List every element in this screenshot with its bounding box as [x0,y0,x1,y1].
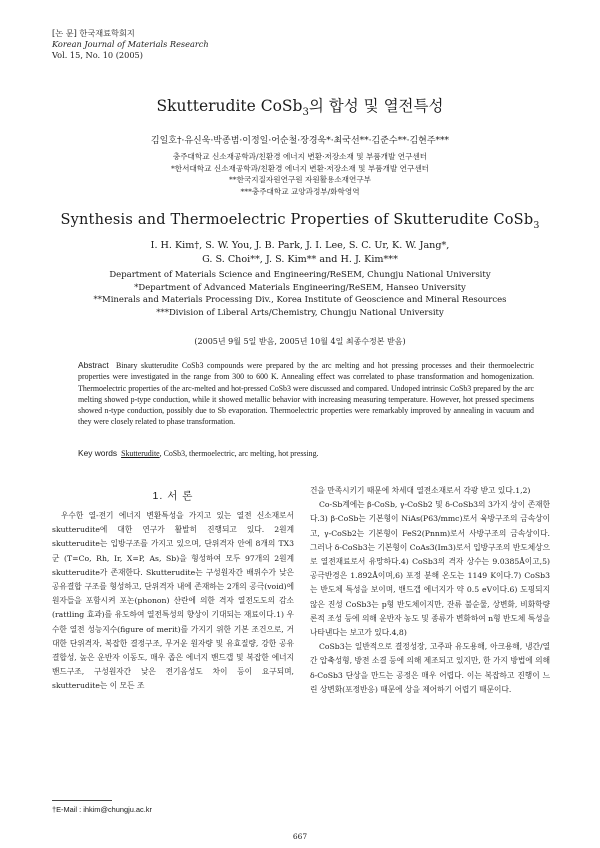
affiliation-en-2: *Department of Advanced Materials Engineering/ReSEM, Hanseo University [134,282,466,293]
authors-english [0,239,600,267]
keywords-label: Key words [78,448,118,458]
affiliations-english [0,269,600,319]
authors-korean: 김일호†·유신욱·박종범·이정일·어순철·장경욱*·최국선**·김준수**·김현주*** [150,136,450,146]
title-korean-subscript: 3 [302,107,309,119]
body-column-left: 우수한 열-전기 에너지 변환특성을 가지고 있는 열전 신소재로서 skutterudite에 대한 연구가 활발히 진행되고 있다. 2원계 skutterudite는 입방구조를 가지고 있으며, 단위격자 안에 8개의 TX3군 (T=Co, Rh, Ir, X=P, As, Sb)을 형성하여 모두 97개의 2원계 skutterudite가 존재한다. Skutterudite는 구성원자간 배위수가 낮은 공유결합 구조를 형성하고, 단위격자 내에 존재하는 2개의 공극(void)에 원자들을 포함시켜 포논(phonon) 산란에 의한 격자 열전도도의 감소(rattling 효과)를 유도하여 열전특성의 향상이 기대되는 재료이다.1) 우수한 열전 성능지수(figure of merit)를 가지기 위한 기본 조건으로, 거대한 단위격자, 복잡한 결정구조, 무거운 원자량 및 유효질량, 강한 공유 결합성, 높은 운반자 이동도, 매우 좁은 에너지 밴드갭 및 복잡한 에너지 밴드구조, 구성원자간 낮은 전기음성도 차이 등이 요구되며, skutterudite는 이 모든 조 [52,511,294,691]
body-column-right [310,484,550,697]
affiliation-ko-3: **한국지질자원연구원 자원활용소재연구부 [228,175,372,184]
journal-volume: Vol. 15, No. 10 (2005) [52,50,143,60]
keywords [78,448,534,458]
journal-header [52,28,209,61]
journal-category: [논 문] 한국재료학회지 [52,28,135,38]
authors-english-line-2: G. S. Choi**, J. S. Kim** and H. J. Kim*** [202,254,398,265]
keywords-rest: , CoSb3, thermoelectric, arc melting, hot pressing. [159,449,319,458]
keyword-first: Skutterudite [121,449,160,458]
abstract-label: Abstract [78,360,109,370]
affiliation-en-3: **Minerals and Materials Processing Div., Korea Institute of Geoscience and Mineral Resources [93,295,507,305]
affiliations-korean [0,151,600,197]
right-paragraph-2: Co-Sb계에는 β-CoSb, γ-CoSb2 및 δ-CoSb3의 3가지 상이 존재한다.3) β-CoSb는 기본형이 NiAs(P63/mmc)로서 육방구조의 금속상이고, γ-CoSb2는 기본형이 FeS2(Pnnm)로서 사방구조의 금속상이다. 그러나 δ-CoSb3는 기본형이 CoAs3(Im3)로서 입방구조의 반도체상으로 열전재료로서 유망하다.4) CoSb3의 격자 상수는 9.0385Å이고,5) 공극반경은 1.892Å이며,6) 포정 분해 온도는 1149 K이다.7) CoSb3는 반도체 특성을 보이며, 밴드갭 에너지가 약 0.5 eV이다.6) 도핑되지 않은 진성 CoSb3는 p형 반도체이지만, 잔류 불순물, 상변화, 비화학량론적 조성 등에 의해 운반자 농도 및 종류가 변화하여 n형 반도체 특성을 나타낸다는 보고가 있다.4,8) [310,500,550,638]
affiliation-en-4: ***Division of Liberal Arts/Chemistry, Chungju National University [156,307,444,318]
journal-name: Korean Journal of Materials Research [52,39,209,49]
affiliation-ko-2: *한서대학교 신소재공학과/친환경 에너지 변환·저장소재 및 부품개발 연구센터 [171,163,429,173]
abstract [78,360,534,428]
title-english [0,212,600,231]
received-dates: (2005년 9월 5일 받음, 2005년 10월 4일 최종수정본 받음) [194,337,406,346]
footnote-email: †E-Mail : ihkim@chungju.ac.kr [52,805,152,814]
title-korean-main: Skutterudite CoSb [156,97,303,115]
affiliation-ko-1: 충주대학교 신소재공학과/친환경 에너지 변환·저장소재 및 부품개발 연구센터 [172,152,428,161]
footnote-divider [52,800,112,801]
title-english-main: Synthesis and Thermoelectric Properties of Skutterudite CoSb [60,212,534,228]
right-paragraph-3: CoSb3는 일반적으로 결정성장, 고주파 유도용해, 아크용해, 냉간/열간 압축성형, 방전 소결 등에 의해 제조되고 있지만, 한 가지 방법에 의해 δ-CoSb3 단상을 만드는 공정은 매우 어렵다. 이는 복잡하고 진행이 느린 상변화(포정반응) 때문에 상을 제어하기 어렵기 때문이다. [310,642,550,694]
title-korean [0,94,600,118]
title-english-subscript: 3 [533,219,540,231]
title-korean-rest: 의 합성 및 열전특성 [308,97,444,115]
authors-english-line-1: I. H. Kim†, S. W. You, J. B. Park, J. I. Lee, S. C. Ur, K. W. Jang*, [150,240,450,251]
affiliation-en-1: Department of Materials Science and Engineering/ReSEM, Chungju National University [109,270,491,280]
page-number: 667 [292,832,308,841]
section-title-introduction: 1. 서 론 [152,490,194,502]
abstract-text: Binary skutterudite CoSb3 compounds were prepared by the arc melting and hot pressing processes and their thermoelectric properties were investigated in the range from 300 to 600 K. Annealing effect was correlated to phase transformation and homogenization. Thermoelectric properties of the arc-melted and hot-pressed CoSb3 were discussed and compared. Undoped intrinsic CoSb3 prepared by the arc melting showed p-type conduction, while it showed metallic behavior with increasing measuring temperature. However, hot pressed specimens showed n-type conduction, possibly due to Sb evaporation. Thermoelectric properties were remarkably improved by annealing in vacuum and they were closely related to phase transformation. [78,361,534,427]
right-paragraph-1: 건을 만족시키기 때문에 차세대 열전소재로서 각광 받고 있다.1,2) [310,486,531,495]
affiliation-ko-4: ***충주대학교 교양과정부/화학영역 [240,186,360,196]
